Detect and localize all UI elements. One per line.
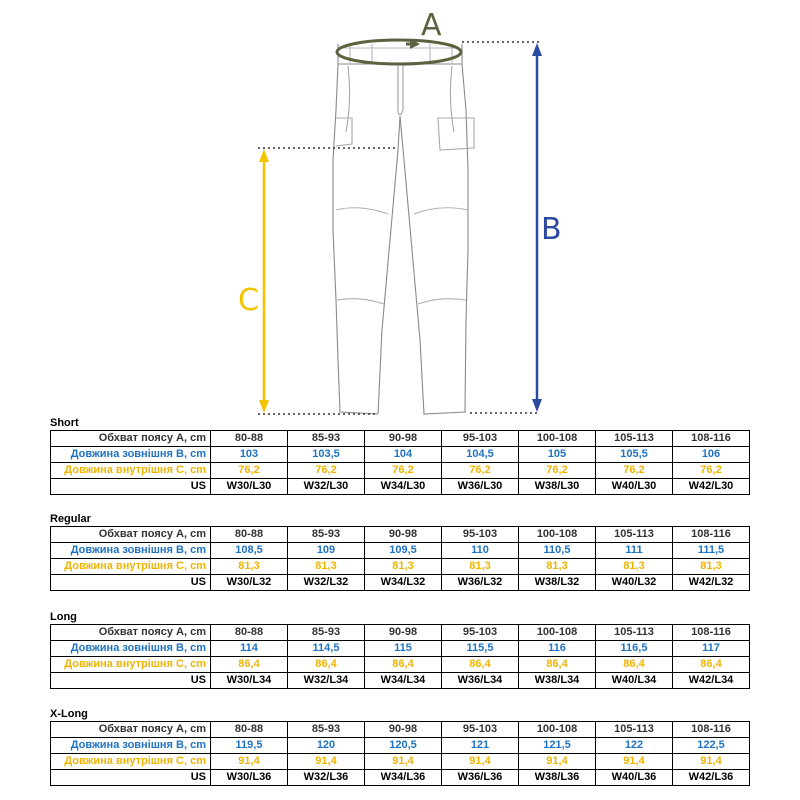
table-cell: 76,2 [519, 463, 596, 479]
table-cell: 111,5 [673, 543, 750, 559]
size-table [50, 721, 750, 786]
table-cell: 81,3 [211, 559, 288, 575]
table-cell: 81,3 [596, 559, 673, 575]
table-cell: W32/L36 [288, 770, 365, 786]
block-title: X-Long [50, 708, 88, 720]
table-cell: 105-113 [596, 722, 673, 738]
table-cell: 108-116 [673, 625, 750, 641]
row-label: US [51, 673, 211, 689]
waist-measure-ring [337, 40, 461, 64]
outer-arrowhead-bottom [532, 399, 542, 412]
block-title: Regular [50, 513, 91, 525]
table-cell: W40/L34 [596, 673, 673, 689]
table-cell: 105-113 [596, 625, 673, 641]
table-cell: 117 [673, 641, 750, 657]
table-cell: 76,2 [365, 463, 442, 479]
table-cell: W34/L30 [365, 479, 442, 495]
table-cell: 86,4 [673, 657, 750, 673]
us-size-row [51, 575, 750, 591]
size-block-regular [50, 512, 750, 591]
table-cell: 111 [596, 543, 673, 559]
row-label: Обхват поясу A, cm [51, 625, 211, 641]
table-cell: W34/L36 [365, 770, 442, 786]
outer-length-row [51, 447, 750, 463]
row-label: Обхват поясу A, cm [51, 527, 211, 543]
table-cell: W36/L36 [442, 770, 519, 786]
table-cell: 90-98 [365, 722, 442, 738]
row-label: Довжина внутрішня C, cm [51, 754, 211, 770]
table-cell: 100-108 [519, 625, 596, 641]
table-cell: 80-88 [211, 431, 288, 447]
size-table [50, 430, 750, 495]
table-cell: 95-103 [442, 722, 519, 738]
table-cell: 105 [519, 447, 596, 463]
table-cell: 109,5 [365, 543, 442, 559]
table-cell: W30/L32 [211, 575, 288, 591]
table-cell: 90-98 [365, 625, 442, 641]
table-cell: W36/L30 [442, 479, 519, 495]
table-cell: 121 [442, 738, 519, 754]
table-cell: 115,5 [442, 641, 519, 657]
table-cell: 76,2 [596, 463, 673, 479]
waist-row [51, 527, 750, 543]
outer-length-row [51, 641, 750, 657]
table-cell: 104,5 [442, 447, 519, 463]
table-cell: 91,4 [596, 754, 673, 770]
table-cell: 90-98 [365, 527, 442, 543]
table-cell: 116,5 [596, 641, 673, 657]
table-cell: 86,4 [442, 657, 519, 673]
table-cell: W34/L32 [365, 575, 442, 591]
table-cell: W38/L32 [519, 575, 596, 591]
table-cell: 91,4 [442, 754, 519, 770]
table-cell: W36/L32 [442, 575, 519, 591]
table-cell: 76,2 [288, 463, 365, 479]
table-cell: 105-113 [596, 431, 673, 447]
table-cell: 90-98 [365, 431, 442, 447]
label-a: A [421, 8, 442, 43]
table-cell: 85-93 [288, 527, 365, 543]
outer-length-row [51, 543, 750, 559]
table-cell: 108-116 [673, 527, 750, 543]
row-label: Довжина внутрішня C, cm [51, 657, 211, 673]
table-cell: 91,4 [519, 754, 596, 770]
size-block-x-long [50, 707, 750, 786]
table-cell: W42/L36 [673, 770, 750, 786]
table-cell: 120,5 [365, 738, 442, 754]
table-cell: 81,3 [288, 559, 365, 575]
size-block-long [50, 610, 750, 689]
table-cell: W42/L34 [673, 673, 750, 689]
row-label: Обхват поясу A, cm [51, 431, 211, 447]
waist-row [51, 431, 750, 447]
table-cell: W32/L34 [288, 673, 365, 689]
table-cell: 76,2 [442, 463, 519, 479]
table-cell: W32/L30 [288, 479, 365, 495]
table-cell: 95-103 [442, 527, 519, 543]
size-block-short [50, 416, 750, 495]
row-label: US [51, 479, 211, 495]
table-cell: 91,4 [673, 754, 750, 770]
table-cell: 110,5 [519, 543, 596, 559]
table-cell: 108-116 [673, 431, 750, 447]
table-cell: W40/L30 [596, 479, 673, 495]
table-cell: 76,2 [211, 463, 288, 479]
table-cell: 86,4 [211, 657, 288, 673]
row-label: Довжина зовнішня B, cm [51, 543, 211, 559]
table-cell: 108-116 [673, 722, 750, 738]
waist-row [51, 625, 750, 641]
table-cell: 80-88 [211, 625, 288, 641]
table-cell: 81,3 [673, 559, 750, 575]
inner-length-row [51, 754, 750, 770]
table-cell: 95-103 [442, 431, 519, 447]
table-cell: 122 [596, 738, 673, 754]
table-cell: W32/L32 [288, 575, 365, 591]
row-label: Довжина зовнішня B, cm [51, 447, 211, 463]
row-label: Довжина внутрішня C, cm [51, 559, 211, 575]
table-cell: W38/L34 [519, 673, 596, 689]
table-cell: 121,5 [519, 738, 596, 754]
table-cell: 108,5 [211, 543, 288, 559]
table-cell: 95-103 [442, 625, 519, 641]
table-cell: 110 [442, 543, 519, 559]
table-cell: 86,4 [519, 657, 596, 673]
inner-arrowhead-top [259, 149, 269, 162]
table-cell: 76,2 [673, 463, 750, 479]
row-label: Довжина зовнішня B, cm [51, 641, 211, 657]
table-cell: 81,3 [519, 559, 596, 575]
table-cell: 100-108 [519, 431, 596, 447]
table-cell: 114,5 [288, 641, 365, 657]
table-cell: 91,4 [211, 754, 288, 770]
table-cell: W38/L30 [519, 479, 596, 495]
table-cell: W40/L36 [596, 770, 673, 786]
table-cell: 104 [365, 447, 442, 463]
table-cell: 100-108 [519, 527, 596, 543]
row-label: Довжина зовнішня B, cm [51, 738, 211, 754]
table-cell: 106 [673, 447, 750, 463]
table-cell: 81,3 [442, 559, 519, 575]
table-cell: W34/L34 [365, 673, 442, 689]
row-label: US [51, 575, 211, 591]
table-cell: 109 [288, 543, 365, 559]
size-table [50, 624, 750, 689]
size-table [50, 526, 750, 591]
table-cell: W30/L34 [211, 673, 288, 689]
block-title: Long [50, 611, 77, 623]
inner-length-row [51, 463, 750, 479]
us-size-row [51, 479, 750, 495]
table-cell: 80-88 [211, 527, 288, 543]
inner-arrowhead-bottom [259, 400, 269, 413]
us-size-row [51, 770, 750, 786]
table-cell: W38/L36 [519, 770, 596, 786]
table-cell: 85-93 [288, 431, 365, 447]
label-b: B [541, 212, 562, 247]
table-cell: 105-113 [596, 527, 673, 543]
table-cell: 86,4 [596, 657, 673, 673]
table-cell: 85-93 [288, 722, 365, 738]
table-cell: W30/L36 [211, 770, 288, 786]
table-cell: 120 [288, 738, 365, 754]
table-cell: 86,4 [365, 657, 442, 673]
row-label: Довжина внутрішня C, cm [51, 463, 211, 479]
table-cell: 80-88 [211, 722, 288, 738]
us-size-row [51, 673, 750, 689]
table-cell: 114 [211, 641, 288, 657]
table-cell: 100-108 [519, 722, 596, 738]
table-cell: 103 [211, 447, 288, 463]
row-label: US [51, 770, 211, 786]
table-cell: W42/L30 [673, 479, 750, 495]
table-cell: 105,5 [596, 447, 673, 463]
block-title: Short [50, 417, 79, 429]
table-cell: W30/L30 [211, 479, 288, 495]
outer-length-row [51, 738, 750, 754]
table-cell: 86,4 [288, 657, 365, 673]
table-cell: 103,5 [288, 447, 365, 463]
pants-outline [333, 44, 474, 414]
inner-length-row [51, 657, 750, 673]
table-cell: 115 [365, 641, 442, 657]
waist-row [51, 722, 750, 738]
table-cell: 119,5 [211, 738, 288, 754]
table-cell: W36/L34 [442, 673, 519, 689]
table-cell: 85-93 [288, 625, 365, 641]
outer-arrowhead-top [532, 43, 542, 56]
inner-length-row [51, 559, 750, 575]
table-cell: W42/L32 [673, 575, 750, 591]
table-cell: W40/L32 [596, 575, 673, 591]
table-cell: 91,4 [365, 754, 442, 770]
table-cell: 122,5 [673, 738, 750, 754]
table-cell: 116 [519, 641, 596, 657]
row-label: Обхват поясу A, cm [51, 722, 211, 738]
label-c: C [238, 283, 259, 318]
table-cell: 81,3 [365, 559, 442, 575]
table-cell: 91,4 [288, 754, 365, 770]
